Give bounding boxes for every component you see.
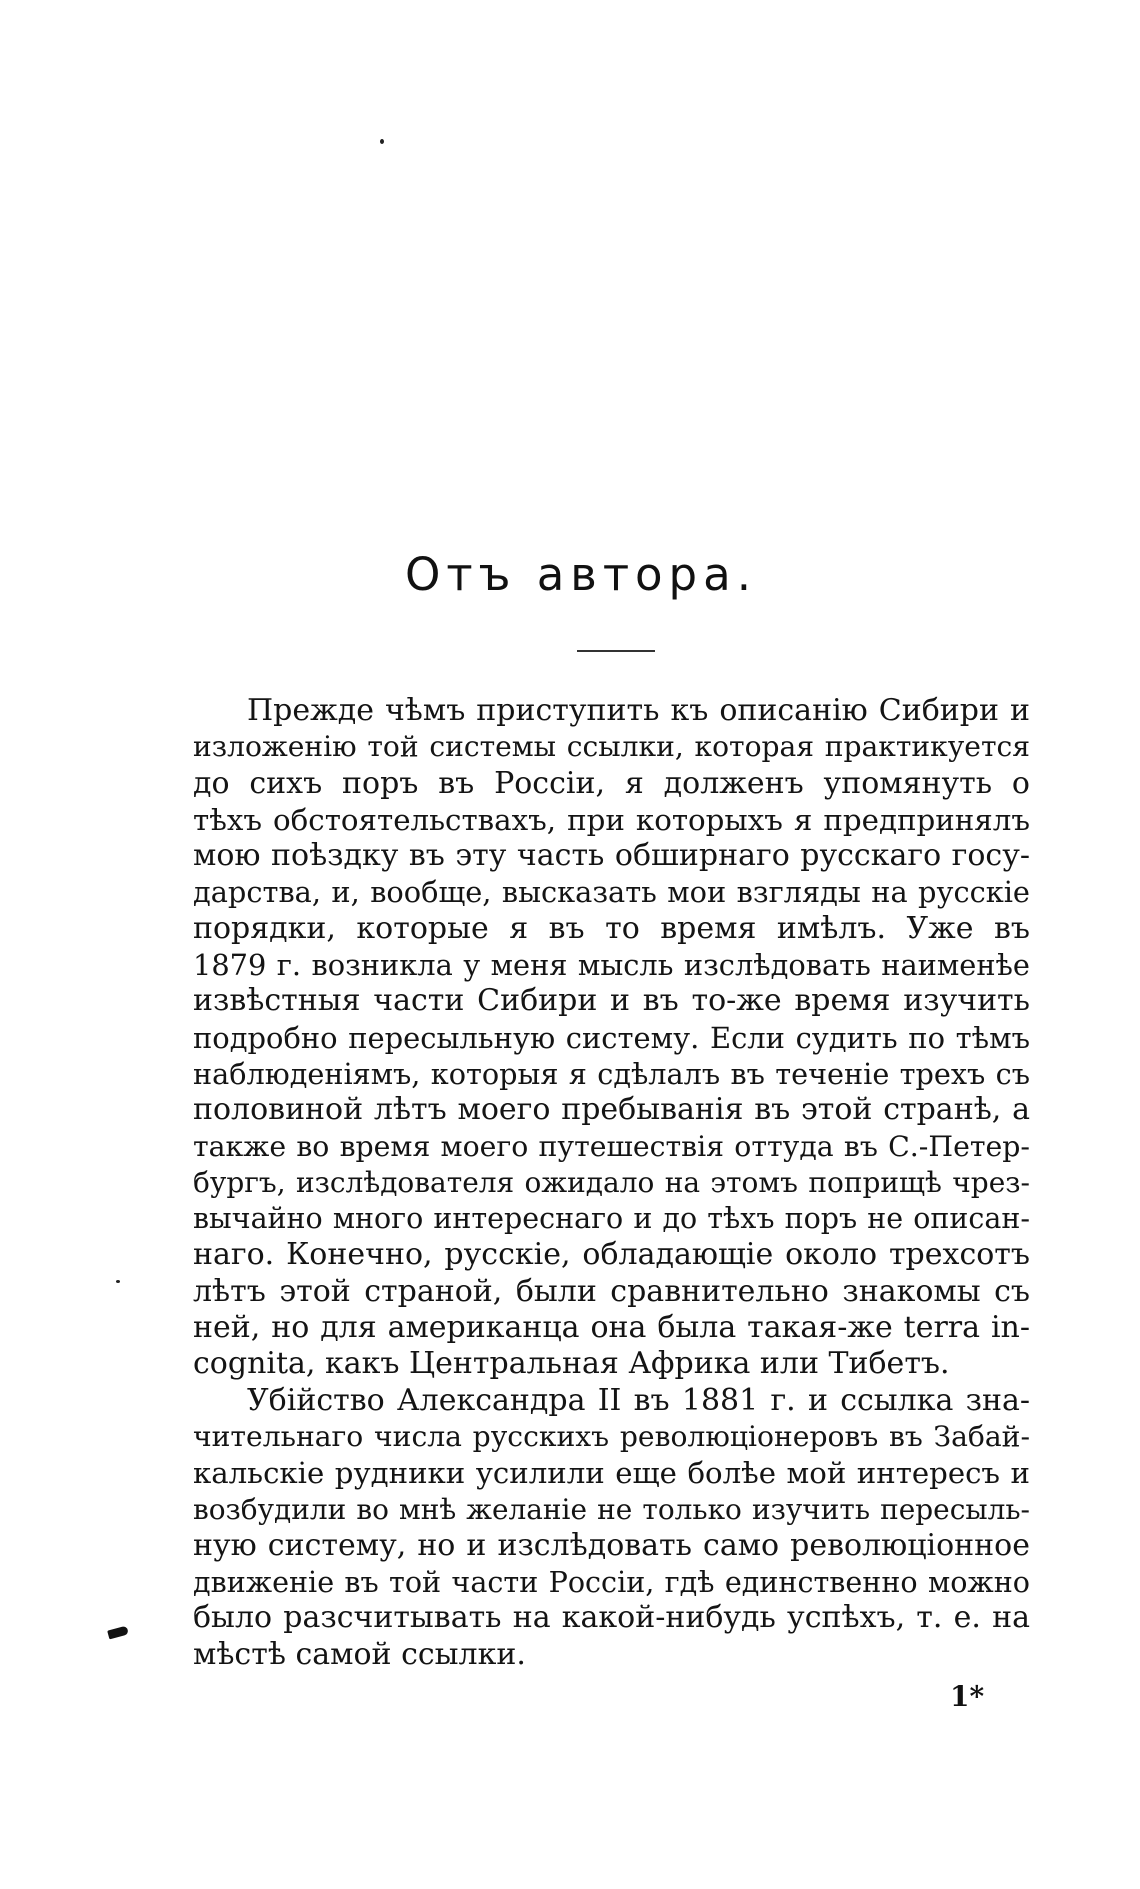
text-line: чительнаго числа русскихъ революціонеровъ въ Забай- — [193, 1419, 1030, 1453]
paragraph-1 — [193, 693, 1030, 1383]
ink-speck — [116, 1280, 120, 1283]
text-line: Прежде чѣмъ приступить къ описанію Сибири и — [247, 693, 1030, 728]
text-line: также во время моего путешествія оттуда въ С.-Петер- — [193, 1129, 1030, 1163]
title-rule — [577, 650, 655, 652]
text-line: лѣтъ этой страной, были сравнительно знакомы съ — [193, 1273, 1030, 1309]
text-line: тѣхъ обстоятельствахъ, при которыхъ я предпринялъ — [193, 802, 1030, 837]
text-line: cognita, какъ Центральная Африка или Тибетъ. — [193, 1346, 950, 1382]
page-number: 1* — [950, 1680, 985, 1713]
text-line: возбудили во мнѣ желаніе не только изучить пересыль- — [193, 1492, 1030, 1526]
text-line: 1879 г. возникла у меня мысль изслѣдовать наименѣе — [193, 948, 1030, 983]
chapter-title: Отъ автора. — [404, 548, 758, 601]
text-line: мою поѣздку въ эту часть обширнаго русскаго госу- — [193, 838, 1030, 874]
text-line: наго. Конечно, русскіе, обладающіе около трехсотъ — [193, 1237, 1030, 1273]
text-line: наблюденіямъ, которыя я сдѣлалъ въ теченіе трехъ съ — [193, 1056, 1030, 1091]
paragraph-2 — [193, 1383, 1030, 1673]
text-line: изложенію той системы ссылки, которая практикуется — [193, 730, 1030, 764]
text-line: мѣстѣ самой ссылки. — [193, 1636, 526, 1672]
text-line: порядки, которые я въ то время имѣлъ. Уже въ — [193, 910, 1030, 946]
body-text — [193, 693, 1030, 1673]
text-line: дарства, и, вообще, высказать мои взгляды на русскіе — [193, 875, 1030, 910]
text-line: было разсчитывать на какой-нибудь успѣхъ, т. е. на — [193, 1600, 1030, 1636]
text-line: вычайно много интереснаго и до тѣхъ поръ не описан- — [193, 1202, 1030, 1236]
text-line: кальскіе рудники усилили еще болѣе мой интересъ и — [193, 1456, 1030, 1491]
text-line: ную систему, но и изслѣдовать само революціонное — [193, 1527, 1030, 1563]
ink-speck — [380, 139, 384, 144]
text-line: извѣстныя части Сибири и въ то-же время изучить — [193, 983, 1030, 1019]
text-line: до сихъ поръ въ Россіи, я долженъ упомянуть о — [193, 765, 1030, 801]
text-line: движеніе въ той части Россіи, гдѣ единственно можно — [193, 1565, 1030, 1600]
text-line: подробно пересыльную систему. Если судить по тѣмъ — [193, 1020, 1030, 1055]
text-line: половиной лѣтъ моего пребыванія въ этой странѣ, а — [193, 1092, 1030, 1128]
margin-ink-mark — [107, 1626, 129, 1640]
text-line: Убійство Александра II въ 1881 г. и ссылка зна- — [247, 1382, 1030, 1418]
text-line: ней, но для американца она была такая-же terra in- — [193, 1310, 1030, 1346]
text-line: бургъ, изслѣдователя ожидало на этомъ поприщѣ чрез- — [193, 1165, 1030, 1199]
